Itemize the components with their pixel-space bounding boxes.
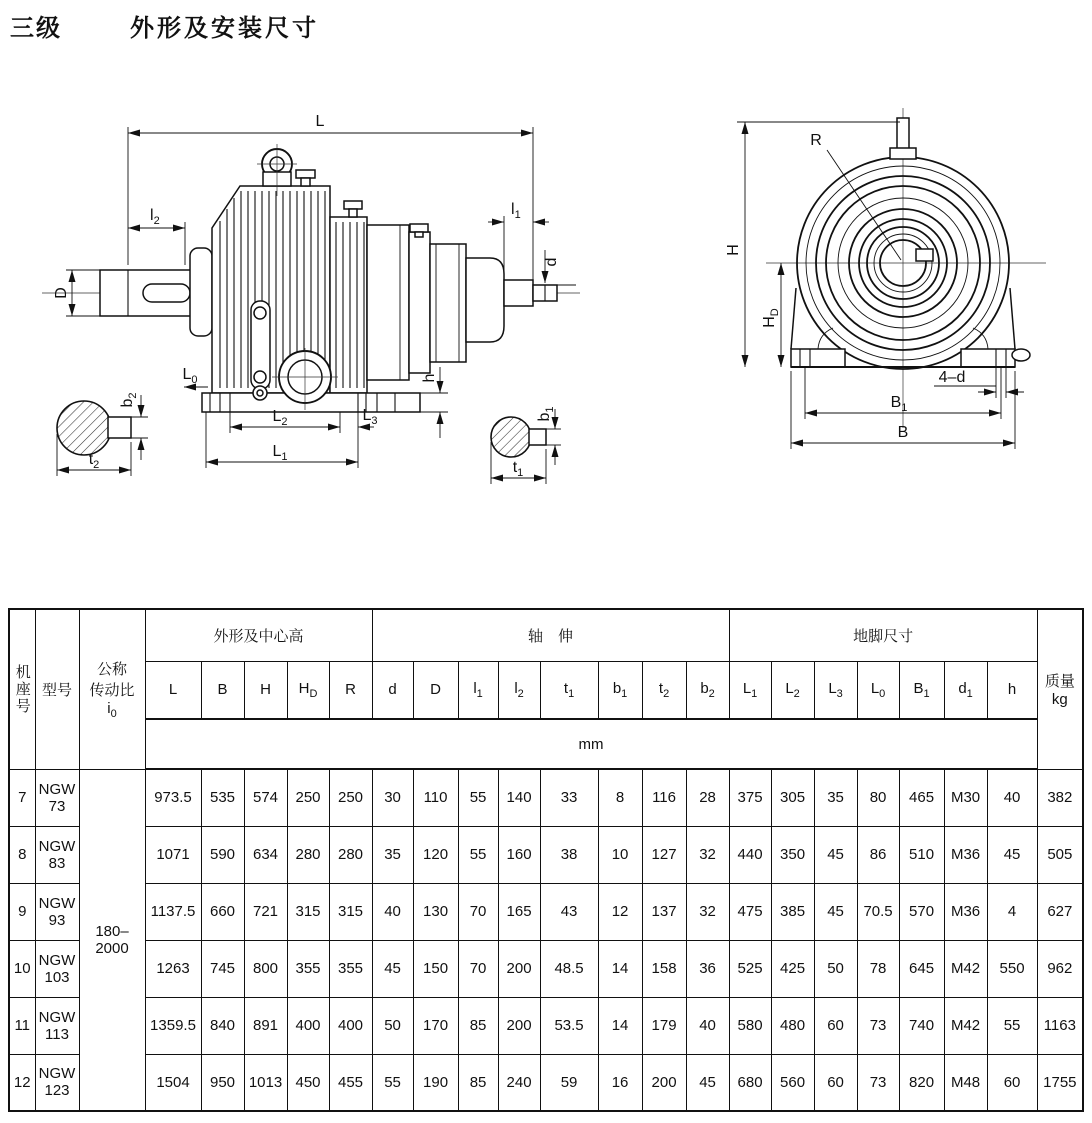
table-body <box>9 769 1083 1111</box>
dim-value-cell: 50 <box>814 940 857 997</box>
bearing-cap <box>190 248 212 336</box>
mass-value-cell: 1163 <box>1037 997 1083 1054</box>
keyway-slot <box>143 284 190 302</box>
dim-value-cell: 14 <box>598 997 642 1054</box>
mass-value-cell: 1755 <box>1037 1054 1083 1111</box>
group-header-foot: 地脚尺寸 <box>729 609 1037 661</box>
col-header-d: d <box>372 661 413 719</box>
dim-value-cell: 10 <box>598 826 642 883</box>
dim-value-cell: 721 <box>244 883 287 940</box>
dim-value-cell: 680 <box>729 1054 771 1111</box>
header-group-row <box>9 609 1083 661</box>
col-header-h: h <box>987 661 1037 719</box>
dim-value-cell: 45 <box>686 1054 729 1111</box>
col-header-d1: $d_1$ <box>944 661 987 719</box>
col-header-frame-no: 机座号 <box>9 609 35 769</box>
dim-value-cell: 200 <box>498 940 540 997</box>
dim-value-cell: 240 <box>498 1054 540 1111</box>
output-shaft <box>504 280 533 306</box>
table-row-9 <box>9 883 1083 940</box>
col-header-L1: $L_1$ <box>729 661 771 719</box>
col-header-B: B <box>201 661 244 719</box>
dim-value-cell: 43 <box>540 883 598 940</box>
col-header-L0: $L_0$ <box>857 661 899 719</box>
dim-value-cell: 525 <box>729 940 771 997</box>
dim-value-cell: 73 <box>857 1054 899 1111</box>
dim-value-cell: 140 <box>498 769 540 826</box>
dim-value-cell: 305 <box>771 769 814 826</box>
dim-label-R: R <box>810 132 822 149</box>
dim-value-cell: 85 <box>458 997 498 1054</box>
table-row-10 <box>9 940 1083 997</box>
dim-value-cell: 385 <box>771 883 814 940</box>
dim-value-cell: 280 <box>287 826 329 883</box>
col-header-B1: $B_1$ <box>899 661 944 719</box>
key-profile <box>529 429 546 445</box>
dim-value-cell: 12 <box>598 883 642 940</box>
dim-value-cell: 60 <box>987 1054 1037 1111</box>
dim-value-cell: 350 <box>771 826 814 883</box>
front-view-drawing <box>725 108 1046 449</box>
dim-value-cell: 32 <box>686 883 729 940</box>
frame-no-cell: 12 <box>9 1054 35 1111</box>
col-header-l2: $l_2$ <box>498 661 540 719</box>
header-dims-row <box>9 661 1083 719</box>
dim-label-d: d <box>543 257 560 267</box>
dim-value-cell: 800 <box>244 940 287 997</box>
dim-value-cell: 475 <box>729 883 771 940</box>
dim-value-cell: 170 <box>413 997 458 1054</box>
input-shaft-section <box>57 392 148 476</box>
model-cell: NGW 103 <box>35 940 79 997</box>
dim-value-cell: 4 <box>987 883 1037 940</box>
bore-keyway <box>916 249 933 261</box>
col-header-H: H <box>244 661 287 719</box>
dim-label-B: B <box>897 424 909 441</box>
dim-value-cell: 70 <box>458 883 498 940</box>
dim-value-cell: 16 <box>598 1054 642 1111</box>
dim-value-cell: 820 <box>899 1054 944 1111</box>
dim-value-cell: 53.5 <box>540 997 598 1054</box>
header-unit-row <box>9 719 1083 769</box>
dim-value-cell: 355 <box>329 940 372 997</box>
oil-level-gauge <box>251 301 270 400</box>
table-row-12 <box>9 1054 1083 1111</box>
ratio-value-cell: 180– 2000 <box>79 769 145 1111</box>
dim-value-cell: 127 <box>642 826 686 883</box>
side-tab <box>1012 349 1030 361</box>
side-view-drawing <box>42 113 580 468</box>
dim-value-cell: 40 <box>686 997 729 1054</box>
dim-value-cell: 745 <box>201 940 244 997</box>
dim-value-cell: 550 <box>987 940 1037 997</box>
dim-value-cell: 1359.5 <box>145 997 201 1054</box>
dim-value-cell: 315 <box>287 883 329 940</box>
dim-value-cell: 190 <box>413 1054 458 1111</box>
dim-value-cell: 465 <box>899 769 944 826</box>
dim-value-cell: 40 <box>987 769 1037 826</box>
dim-value-cell: 200 <box>642 1054 686 1111</box>
dim-value-cell: 45 <box>814 883 857 940</box>
dim-value-cell: 375 <box>729 769 771 826</box>
col-header-l1: $l_1$ <box>458 661 498 719</box>
dim-value-cell: 70.5 <box>857 883 899 940</box>
dim-label-B1: $B_1$ <box>890 394 908 414</box>
dim-value-cell: 45 <box>814 826 857 883</box>
col-header-t1: $t_1$ <box>540 661 598 719</box>
dim-label-HD: $H_D$ <box>761 308 781 328</box>
dim-value-cell: M36 <box>944 826 987 883</box>
dim-value-cell: 150 <box>413 940 458 997</box>
dim-value-cell: 50 <box>372 997 413 1054</box>
dim-label-4d: 4–d <box>938 369 966 386</box>
dim-value-cell: 950 <box>201 1054 244 1111</box>
dim-value-cell: 55 <box>458 769 498 826</box>
dim-value-cell: 973.5 <box>145 769 201 826</box>
dimensions-table <box>8 608 1084 1112</box>
dim-value-cell: 160 <box>498 826 540 883</box>
dim-value-cell: 450 <box>287 1054 329 1111</box>
dim-label-D: D <box>53 287 70 299</box>
dim-value-cell: M30 <box>944 769 987 826</box>
dim-value-cell: 36 <box>686 940 729 997</box>
key-profile <box>108 417 131 438</box>
dim-value-cell: M42 <box>944 940 987 997</box>
group-header-shaft-ext: 轴 伸 <box>372 609 729 661</box>
dim-value-cell: 73 <box>857 997 899 1054</box>
col-header-t2: $t_2$ <box>642 661 686 719</box>
dim-value-cell: 574 <box>244 769 287 826</box>
dim-value-cell: 60 <box>814 997 857 1054</box>
dim-value-cell: 1263 <box>145 940 201 997</box>
col-header-D: D <box>413 661 458 719</box>
dim-value-cell: 660 <box>201 883 244 940</box>
dim-value-cell: 30 <box>372 769 413 826</box>
col-header-L3: $L_3$ <box>814 661 857 719</box>
col-header-HD: $H_D$ <box>287 661 329 719</box>
dim-value-cell: 355 <box>287 940 329 997</box>
dim-value-cell: 59 <box>540 1054 598 1111</box>
dim-value-cell: 891 <box>244 997 287 1054</box>
dim-value-cell: M42 <box>944 997 987 1054</box>
mass-value-cell: 505 <box>1037 826 1083 883</box>
dim-value-cell: 1137.5 <box>145 883 201 940</box>
dim-value-cell: 55 <box>987 997 1037 1054</box>
table-row-8 <box>9 826 1083 883</box>
dim-value-cell: 200 <box>498 997 540 1054</box>
dim-value-cell: 740 <box>899 997 944 1054</box>
dim-value-cell: 570 <box>899 883 944 940</box>
dim-value-cell: 48.5 <box>540 940 598 997</box>
mass-value-cell: 962 <box>1037 940 1083 997</box>
dim-value-cell: 400 <box>329 997 372 1054</box>
col-header-model: 型号 <box>35 609 79 769</box>
dim-value-cell: 425 <box>771 940 814 997</box>
dim-label-L2: $L_2$ <box>272 408 288 428</box>
dim-value-cell: 1071 <box>145 826 201 883</box>
dim-value-cell: 645 <box>899 940 944 997</box>
dim-value-cell: 110 <box>413 769 458 826</box>
dim-value-cell: 14 <box>598 940 642 997</box>
dim-label-b1: $b_1$ <box>536 406 556 422</box>
dim-label-L1: $L_1$ <box>272 443 288 463</box>
dim-value-cell: M36 <box>944 883 987 940</box>
dim-value-cell: 35 <box>814 769 857 826</box>
col-header-b2: $b_2$ <box>686 661 729 719</box>
dim-value-cell: 45 <box>987 826 1037 883</box>
dim-value-cell: 55 <box>372 1054 413 1111</box>
dim-value-cell: 78 <box>857 940 899 997</box>
mass-value-cell: 382 <box>1037 769 1083 826</box>
model-cell: NGW 113 <box>35 997 79 1054</box>
dim-value-cell: 510 <box>899 826 944 883</box>
unit-cell: mm <box>145 719 1037 769</box>
dim-value-cell: 315 <box>329 883 372 940</box>
input-shaft <box>100 270 200 316</box>
mass-value-cell: 627 <box>1037 883 1083 940</box>
dim-value-cell: 250 <box>287 769 329 826</box>
page-stage-label: 三级 <box>10 15 62 42</box>
dim-value-cell: 116 <box>642 769 686 826</box>
dim-value-cell: 580 <box>729 997 771 1054</box>
dim-label-t1: $t_1$ <box>512 459 524 479</box>
dim-value-cell: 35 <box>372 826 413 883</box>
dim-label-h: h <box>421 373 438 383</box>
dim-label-L: L <box>315 113 325 130</box>
dim-value-cell: 38 <box>540 826 598 883</box>
dim-value-cell: 60 <box>814 1054 857 1111</box>
dim-value-cell: 120 <box>413 826 458 883</box>
dim-value-cell: 480 <box>771 997 814 1054</box>
dim-value-cell: 32 <box>686 826 729 883</box>
dim-label-L0: $L_0$ <box>182 366 198 386</box>
dim-value-cell: 85 <box>458 1054 498 1111</box>
dim-value-cell: 86 <box>857 826 899 883</box>
breather-plug <box>890 118 916 159</box>
dim-label-l1: $l_1$ <box>511 201 521 221</box>
col-header-b1: $b_1$ <box>598 661 642 719</box>
dim-value-cell: 55 <box>458 826 498 883</box>
model-cell: NGW 93 <box>35 883 79 940</box>
col-header-mass: 质量 kg <box>1037 609 1083 769</box>
model-cell: NGW 73 <box>35 769 79 826</box>
dim-label-t2: $t_2$ <box>88 451 100 471</box>
frame-no-cell: 11 <box>9 997 35 1054</box>
dim-value-cell: 535 <box>201 769 244 826</box>
table-row-11 <box>9 997 1083 1054</box>
dim-value-cell: M48 <box>944 1054 987 1111</box>
dim-value-cell: 560 <box>771 1054 814 1111</box>
dim-value-cell: 130 <box>413 883 458 940</box>
frame-no-cell: 10 <box>9 940 35 997</box>
dim-value-cell: 590 <box>201 826 244 883</box>
col-header-R: R <box>329 661 372 719</box>
group-header-outline: 外形及中心高 <box>145 609 372 661</box>
dim-value-cell: 840 <box>201 997 244 1054</box>
dim-value-cell: 440 <box>729 826 771 883</box>
dim-value-cell: 8 <box>598 769 642 826</box>
dim-value-cell: 634 <box>244 826 287 883</box>
dim-value-cell: 80 <box>857 769 899 826</box>
model-cell: NGW 83 <box>35 826 79 883</box>
col-header-ratio: 公称 传动比 $i_0$ <box>79 609 145 769</box>
table-row-7 <box>9 769 1083 826</box>
dim-value-cell: 137 <box>642 883 686 940</box>
frame-no-cell: 7 <box>9 769 35 826</box>
dim-label-b2: $b_2$ <box>119 392 139 408</box>
col-header-L: L <box>145 661 201 719</box>
dim-value-cell: 280 <box>329 826 372 883</box>
dim-value-cell: 40 <box>372 883 413 940</box>
dim-value-cell: 400 <box>287 997 329 1054</box>
dim-value-cell: 33 <box>540 769 598 826</box>
dim-label-H: H <box>725 244 742 256</box>
dim-value-cell: 70 <box>458 940 498 997</box>
dim-value-cell: 28 <box>686 769 729 826</box>
dim-value-cell: 455 <box>329 1054 372 1111</box>
dim-value-cell: 179 <box>642 997 686 1054</box>
dim-value-cell: 1504 <box>145 1054 201 1111</box>
dim-value-cell: 1013 <box>244 1054 287 1111</box>
dim-value-cell: 250 <box>329 769 372 826</box>
frame-no-cell: 8 <box>9 826 35 883</box>
frame-no-cell: 9 <box>9 883 35 940</box>
output-shaft-section <box>491 406 561 484</box>
dim-value-cell: 165 <box>498 883 540 940</box>
dim-value-cell: 45 <box>372 940 413 997</box>
model-cell: NGW 123 <box>35 1054 79 1111</box>
dim-value-cell: 158 <box>642 940 686 997</box>
dim-label-L3: $L_3$ <box>362 407 378 427</box>
page-title: 外形及安装尺寸 <box>130 15 319 42</box>
col-header-L2: $L_2$ <box>771 661 814 719</box>
dim-label-l2: $l_2$ <box>150 207 160 227</box>
